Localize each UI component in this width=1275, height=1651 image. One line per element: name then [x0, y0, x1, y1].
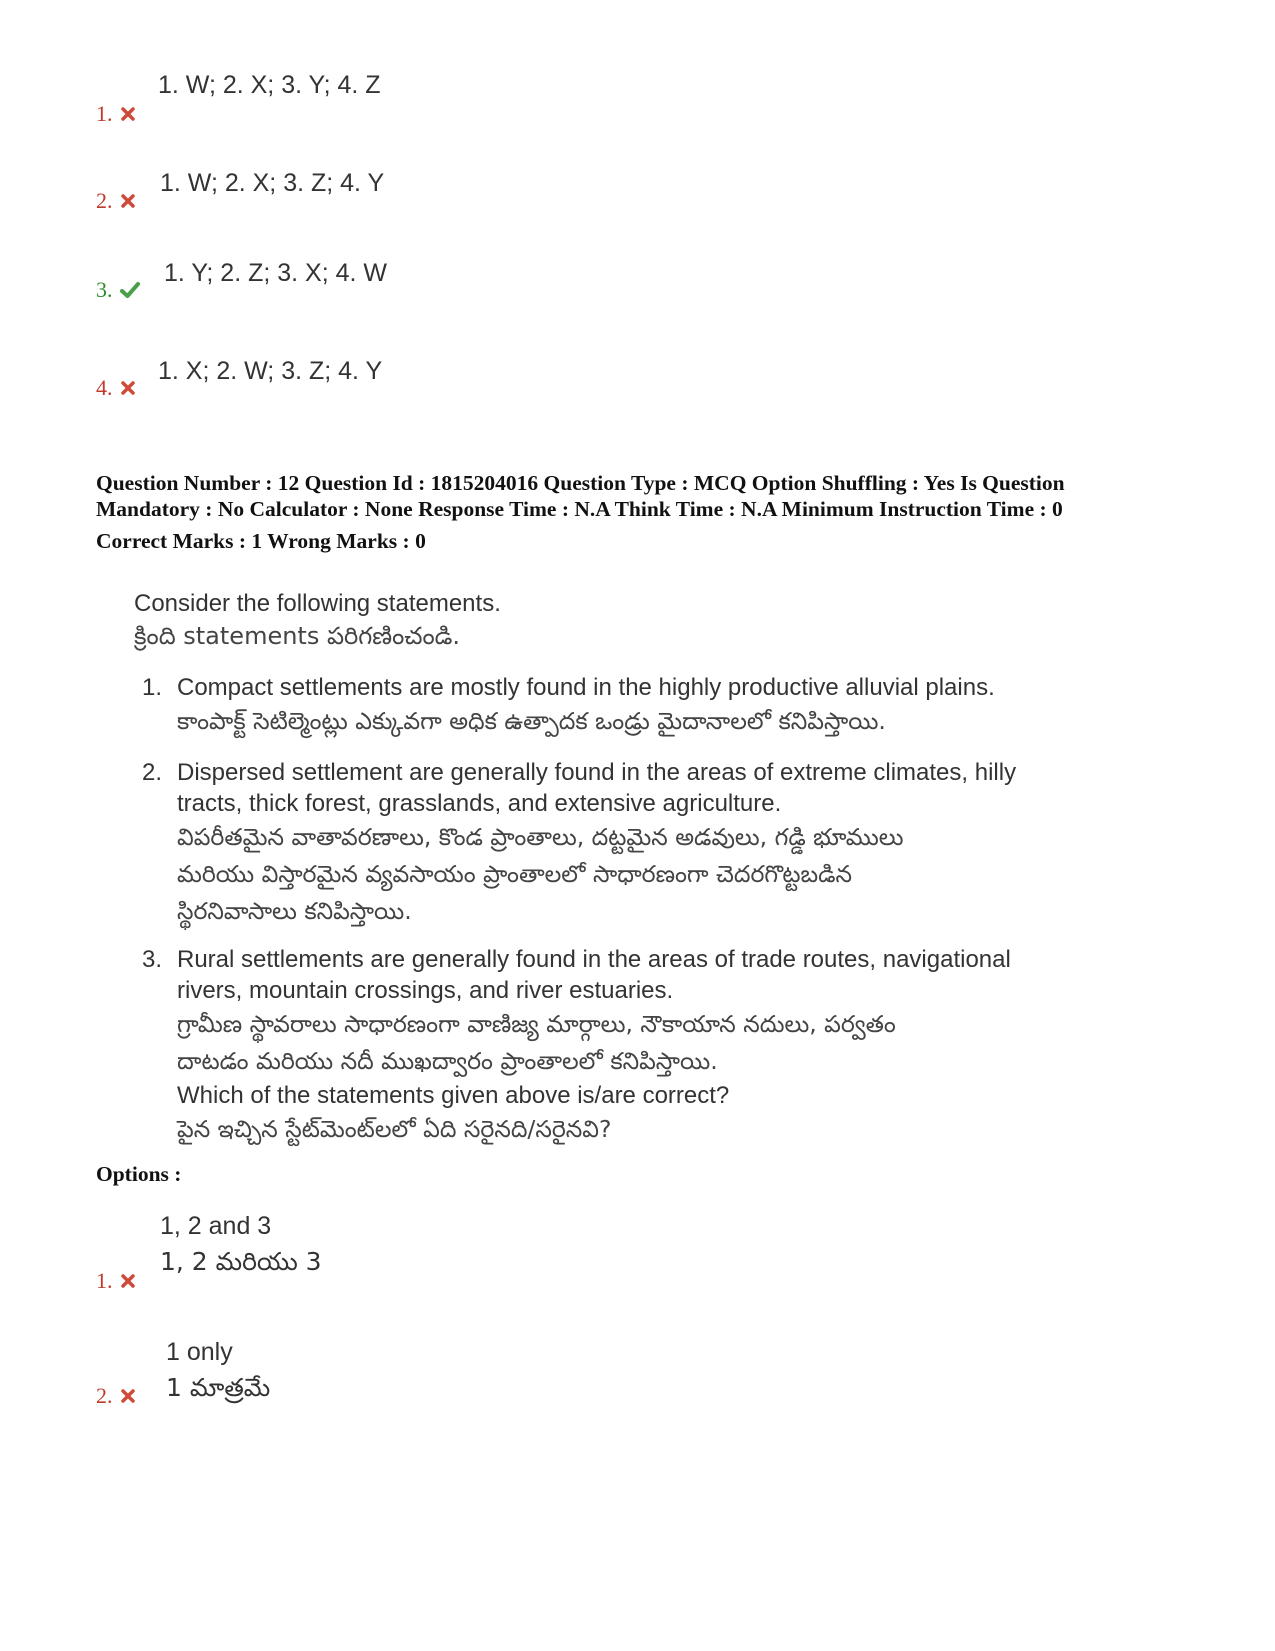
statement-2: [142, 757, 1172, 930]
option-1-number: 1.: [96, 1268, 113, 1293]
question-ask-en: Which of the statements given above is/are correct?: [177, 1082, 730, 1109]
prev-option-4-number-wrap: [96, 375, 137, 401]
question-intro-en: Consider the following statements.: [134, 590, 501, 617]
option-1-te: 1, 2 మరియు 3: [160, 1247, 322, 1276]
option-2-number-wrap: [96, 1383, 137, 1409]
options-label: Options :: [96, 1162, 182, 1186]
statement-2-en-line-1: Dispersed settlement are generally found in the areas of extreme climates, hilly: [177, 759, 1017, 786]
statement-2-en-line-2: tracts, thick forest, grasslands, and extensive agriculture.: [177, 790, 782, 817]
statement-3-number: 3.: [142, 946, 163, 973]
question-meta: [96, 470, 1196, 554]
prev-option-4-number: 4.: [96, 375, 113, 400]
prev-option-2-number: 2.: [96, 188, 113, 213]
wrong-cross-icon: [119, 1387, 137, 1405]
prev-option-1-text: 1. W; 2. X; 3. Y; 4. Z: [158, 71, 381, 99]
option-2-text: [166, 1334, 270, 1406]
statement-2-te-line-3: స్థిరనివాసాలు కనిపిస్తాయి.: [177, 897, 412, 925]
statement-3-en-line-2: rivers, mountain crossings, and river estuaries.: [177, 977, 674, 1004]
option-2-en: 1 only: [166, 1338, 233, 1366]
statement-1: [142, 672, 1172, 740]
question-marks: Correct Marks : 1 Wrong Marks : 0: [96, 529, 426, 553]
option-1-text: [160, 1208, 322, 1280]
wrong-cross-icon: [119, 105, 137, 123]
statement-2-te-line-2: మరియు విస్తారమైన వ్యవసాయం ప్రాంతాలలో సాధారణంగా చెదరగొట్టబడిన: [177, 860, 853, 888]
question-intro-te: క్రింది statements పరిగణించండి.: [134, 622, 461, 650]
question-intro: [134, 588, 1194, 652]
prev-option-2-text: 1. W; 2. X; 3. Z; 4. Y: [160, 169, 385, 197]
statement-2-number: 2.: [142, 759, 163, 786]
statement-3-te-line-1: గ్రామీణ స్థావరాలు సాధారణంగా వాణిజ్య మార్గాలు, నౌకాయాన నదులు, పర్వతం: [177, 1010, 896, 1038]
correct-check-icon: [119, 280, 141, 300]
question-meta-line-2: Mandatory : No Calculator : None Response Time : N.A Think Time : N.A Minimum Instruction Time : 0: [96, 497, 1063, 521]
statement-3-te-line-2: దాటడం మరియు నదీ ముఖద్వారం ప్రాంతాలలో కనిపిస్తాయి.: [177, 1047, 718, 1075]
prev-option-3-text: 1. Y; 2. Z; 3. X; 4. W: [164, 259, 387, 287]
prev-option-3-number: 3.: [96, 277, 113, 302]
statement-2-te-line-1: విపరీతమైన వాతావరణాలు, కొండ ప్రాంతాలు, దట్టమైన అడవులు, గడ్డి భూములు: [177, 823, 904, 851]
option-2-te: 1 మాత్రమే: [166, 1373, 271, 1402]
prev-option-4-text: 1. X; 2. W; 3. Z; 4. Y: [158, 357, 383, 385]
prev-option-1-number-wrap: [96, 101, 137, 127]
option-1-en: 1, 2 and 3: [160, 1212, 272, 1240]
question-meta-line-1: Question Number : 12 Question Id : 1815204016 Question Type : MCQ Option Shuffling : Yes Is Question: [96, 471, 1065, 495]
prev-option-1-number: 1.: [96, 101, 113, 126]
option-2-number: 2.: [96, 1383, 113, 1408]
question-ask-te: పైన ఇచ్చిన స్టేట్‌మెంట్‌లలో ఏది సరైనది/సరైనవి?: [177, 1115, 612, 1143]
prev-option-3-number-wrap: [96, 277, 141, 303]
statement-3-en-line-1: Rural settlements are generally found in the areas of trade routes, navigational: [177, 946, 1011, 973]
option-1-number-wrap: [96, 1268, 137, 1294]
statement-1-en: Compact settlements are mostly found in the highly productive alluvial plains.: [177, 674, 995, 701]
wrong-cross-icon: [119, 1272, 137, 1290]
prev-option-2-number-wrap: [96, 188, 137, 214]
statement-1-number: 1.: [142, 674, 163, 701]
statement-3: [142, 944, 1172, 1148]
statement-1-te: కాంపాక్ట్ సెటిల్మెంట్లు ఎక్కువగా అధిక ఉత్పాదక ఒండ్రు మైదానాలలో కనిపిస్తాయి.: [177, 707, 886, 735]
wrong-cross-icon: [119, 192, 137, 210]
wrong-cross-icon: [119, 379, 137, 397]
